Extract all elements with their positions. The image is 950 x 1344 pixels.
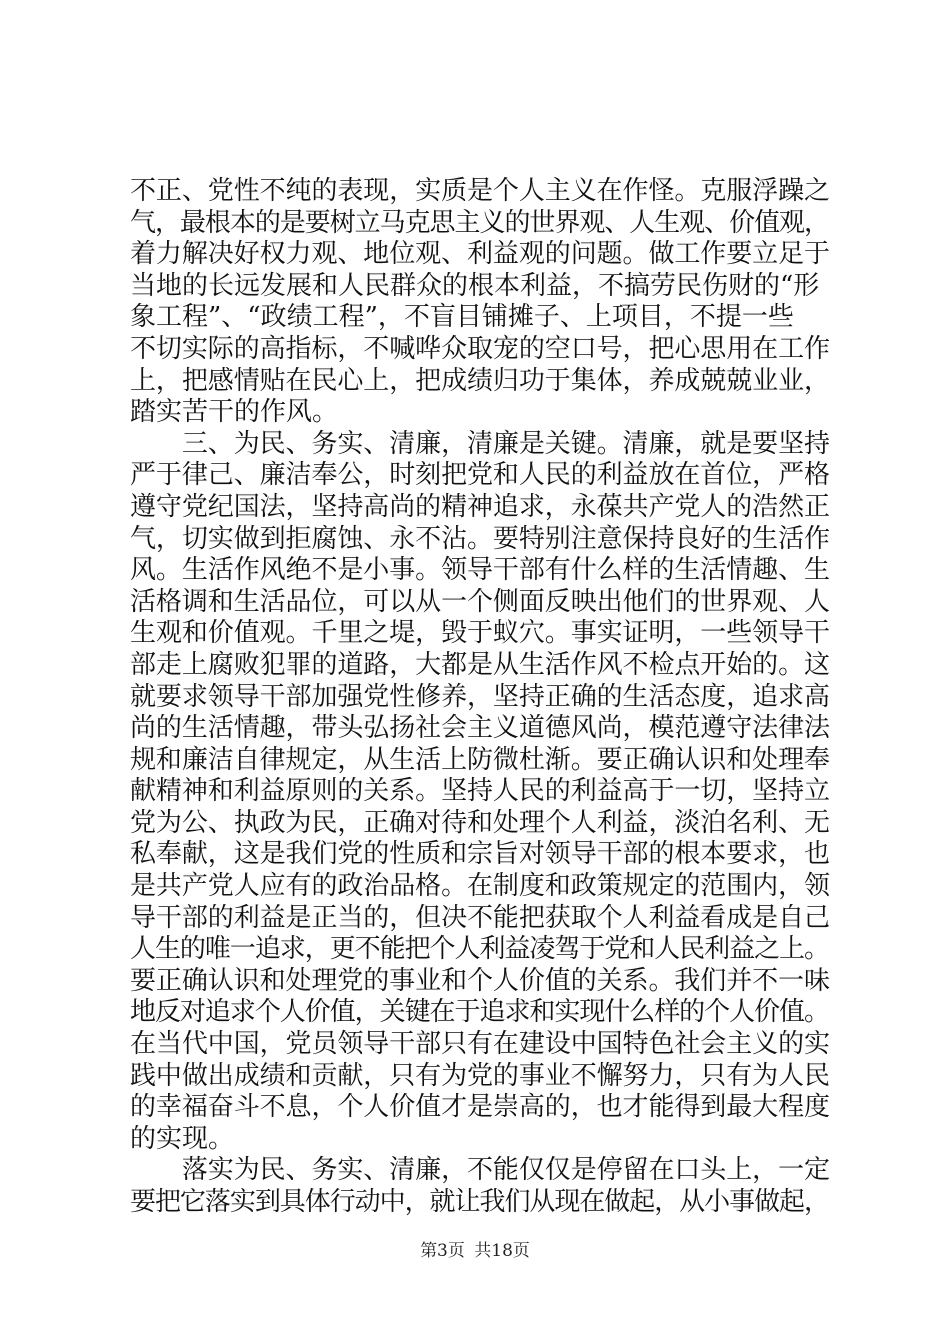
text-line: 在当代中国，党员领导干部只有在建设中国特色社会主义的实 (130, 1029, 830, 1060)
text-line: 象工程”、“政绩工程”，不盲目铺摊子、上项目，不提一些 (130, 302, 794, 333)
text-line: 不切实际的高指标，不喊哗众取宠的空口号，把心思用在工作 (130, 333, 830, 364)
page-total: 共18页 (474, 1241, 530, 1261)
text-line: 是共产党人应有的政治品格。在制度和政策规定的范围内，领 (130, 871, 830, 902)
text-line: 规和廉洁自律规定，从生活上防微杜渐。要正确认识和处理奉 (130, 744, 830, 775)
document-body (130, 176, 830, 1219)
text-line: 就要求领导干部加强党性修养，坚持正确的生活态度，追求高 (130, 681, 830, 712)
text-line: 的幸福奋斗不息，个人价值才是崇高的，也才能得到最大程度 (130, 1092, 830, 1123)
text-line: 生观和价值观。千里之堤，毁于蚁穴。事实证明，一些领导干 (130, 618, 830, 649)
text-line: 着力解决好权力观、地位观、利益观的问题。做工作要立足于 (130, 239, 830, 270)
text-line: 遵守党纪国法，坚持高尚的精神追求，永葆共产党人的浩然正 (130, 491, 830, 522)
text-line: 踏实苦干的作风。 (130, 397, 339, 428)
text-line: 气，切实做到拒腐蚀、永不沾。要特别注意保持良好的生活作 (130, 523, 830, 554)
text-line: 人生的唯一追求，更不能把个人利益凌驾于党和人民利益之上。 (130, 934, 829, 965)
text-line: 当地的长远发展和人民群众的根本利益，不搞劳民伤财的“形 (130, 270, 820, 301)
text-line: 上，把感情贴在民心上，把成绩归功于集体，养成兢兢业业， (130, 365, 830, 396)
text-line: 要正确认识和处理党的事业和个人价值的关系。我们并不一味 (130, 965, 830, 996)
text-line: 导干部的利益是正当的，但决不能把获取个人利益看成是自己 (130, 902, 830, 933)
text-line: 部走上腐败犯罪的道路，大都是从生活作风不检点开始的。这 (130, 649, 830, 680)
text-line: 献精神和利益原则的关系。坚持人民的利益高于一切，坚持立 (130, 776, 830, 807)
text-line: 不正、党性不纯的表现，实质是个人主义在作怪。克服浮躁之 (130, 176, 830, 206)
text-line: 党为公、执政为民，正确对待和处理个人利益，淡泊名利、无 (130, 807, 830, 838)
text-line: 风。生活作风绝不是小事。领导干部有什么样的生活情趣、生 (130, 555, 830, 586)
text-line: 气，最根本的是要树立马克思主义的世界观、人生观、价值观， (130, 207, 829, 238)
text-line: 落实为民、务实、清廉，不能仅仅是停留在口头上，一定 (130, 1155, 830, 1186)
text-line: 的实现。 (130, 1123, 235, 1154)
text-line: 严于律己、廉洁奉公，时刻把党和人民的利益放在首位，严格 (130, 460, 830, 491)
text-line: 三、为民、务实、清廉，清廉是关键。清廉，就是要坚持 (130, 428, 830, 459)
text-line: 尚的生活情趣，带头弘扬社会主义道德风尚，模范遵守法律法 (130, 713, 830, 744)
text-line: 践中做出成绩和贡献，只有为党的事业不懈努力，只有为人民 (130, 1060, 830, 1091)
page-footer (0, 1236, 950, 1261)
text-line: 要把它落实到具体行动中，就让我们从现在做起，从小事做起， (130, 1187, 829, 1217)
text-line: 私奉献，这是我们党的性质和宗旨对领导干部的根本要求，也 (130, 839, 830, 870)
page-number: 第3页 (420, 1241, 465, 1261)
text-line: 活格调和生活品位，可以从一个侧面反映出他们的世界观、人 (130, 586, 830, 617)
text-line: 地反对追求个人价值，关键在于追求和实现什么样的个人价值。 (130, 997, 829, 1028)
